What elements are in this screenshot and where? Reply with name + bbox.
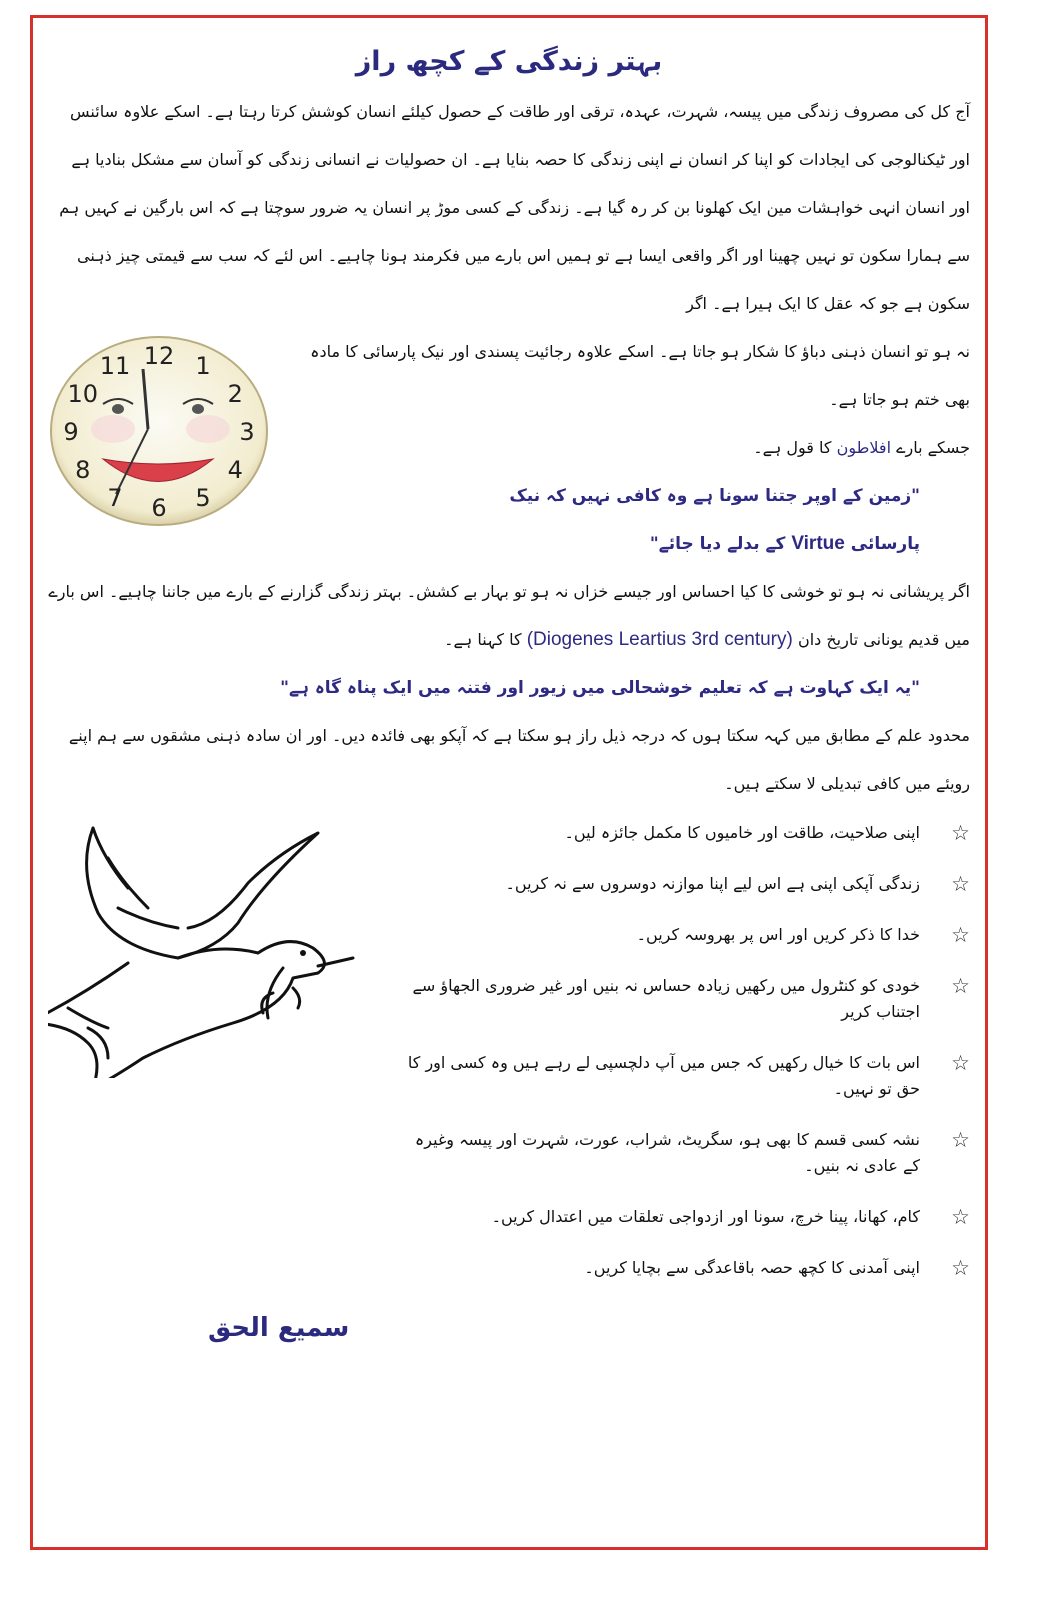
quote-plato-before: پارسائی (850, 534, 920, 554)
paragraph-line: آج کل کی مصروف زندگی میں پیسہ، شہرت، عہدہ، ترقی اور طاقت کے حصول کیلئے انسان کوشش کرتا رہتا ہے۔ اسکے علاوہ سائنس اور (70, 102, 970, 169)
tip-text: زندگی آپکی اپنی ہے اس لیے اپنا موازنہ دوسروں سے نہ کریں۔ (505, 874, 920, 893)
paragraph-line: اگر پریشانی نہ ہو تو خوشی کا کیا احساس اور جیسے خزاں نہ ہو تو بہار بے کشش۔ بہتر زندگی گزارنے کے بارے میں جاننا چاہیے۔ اس (79, 582, 970, 601)
star-icon: ☆ (951, 1051, 970, 1075)
clock-numeral: 7 (107, 483, 123, 512)
tip-text: نشہ کسی قسم کا بھی ہو، سگریٹ، شراب، عورت، شہرت اور پیسہ وغیرہ کے عادی نہ بنیں۔ (414, 1130, 920, 1175)
tip-text: اس بات کا خیال رکھیں کہ جس میں آپ دلچسپی لے رہے ہیں وہ کسی اور کا حق تو نہیں۔ (407, 1053, 920, 1098)
tip-item (48, 1192, 970, 1243)
clock-drawing (48, 334, 270, 529)
quote-plato-after: کے بدلے دیا جائے" (649, 534, 786, 554)
star-icon: ☆ (951, 1256, 970, 1280)
tip-item (48, 1115, 970, 1192)
clock-numeral: 5 (195, 483, 211, 512)
clock-numeral: 3 (239, 418, 255, 446)
clock-numeral: 2 (227, 380, 243, 408)
diogenes-english: (Diogenes Leartius 3rd century) (526, 629, 793, 650)
clock-numeral: 9 (63, 418, 79, 446)
plato-before: جسکے بارے (896, 438, 970, 457)
quote-plato-line1: "زمین کے اوپر جتنا سونا ہے وہ کافی نہیں کہ نیک (509, 486, 920, 506)
paragraph-1-end: نہ ہو تو انسان ذہنی دباؤ کا شکار ہو جاتا ہے۔ اسکے علاوہ رجائیت پسندی اور نیک پارسائی کا مادہ بھی ختم ہو جاتا ہے۔ (310, 342, 970, 409)
paragraph-line: ٹیکنالوجی کی ایجادات کو اپنا کر انسان نے اپنی زندگی کا حصہ بنایا ہے۔ ان حصولیات نے انسانی زندگی کو آسان سے مشکل بنادیا ہے اور انسان (71, 150, 970, 217)
dove-image (48, 818, 363, 1078)
tip-text: خودی کو کنٹرول میں رکھیں زیادہ حساس نہ بنیں اور غیر ضروری الجھاؤ سے اجتناب کریر (412, 976, 920, 1021)
virtue-english: Virtue (791, 533, 845, 554)
plato-name: افلاطون (836, 438, 892, 457)
diogenes-after: کا کہنا ہے۔ (444, 630, 522, 649)
star-icon: ☆ (951, 872, 970, 896)
clock-numeral: 8 (75, 456, 91, 484)
paragraph-line: انہی خواہشات مین ایک کھلونا بن کر رہ گیا ہے۔ زندگی کے کسی موڑ پر انسان یہ ضرور سوچتا ہے کہ اس بارگین نے کہیں ہم سے ہمارا سکون تو نہیں (59, 198, 970, 265)
tip-text: خدا کا ذکر کریں اور اس پر بھروسہ کریں۔ (636, 925, 920, 944)
star-icon: ☆ (951, 821, 970, 845)
author-signature: سمیع الحق (208, 1313, 350, 1343)
paragraph-line: محدود علم کے مطابق میں کہہ سکتا ہوں کہ درجہ ذیل راز ہو سکتا ہے کہ آپکو بھی فائدہ دیں۔ اور ان سادہ ذہنی مشقوں سے ہم اپنے رویئے (68, 726, 970, 793)
clock-numeral: 11 (99, 352, 131, 381)
clock-numeral: 6 (151, 494, 167, 522)
tip-text: اپنی آمدنی کا کچھ حصہ باقاعدگی سے بچایا کریں۔ (584, 1258, 920, 1277)
article (48, 40, 970, 1352)
tip-text: اپنی صلاحیت، طاقت اور خامیوں کا مکمل جائزہ لیں۔ (564, 823, 920, 842)
tip-item (48, 1243, 970, 1294)
dove-drawing (48, 818, 363, 1078)
paragraph-line: چھینا اور اگر واقعی ایسا ہے تو ہمیں اس بارے میں فکرمند ہونا چاہیے۔ اس لئے کہ سب سے قیمتی چیز ذہنی سکون ہے جو کہ عقل کا ایک ہیرا ہے۔ اگر (77, 246, 970, 313)
smiling-clock-image (48, 334, 270, 529)
tip-text: کام، کھانا، پینا خرچ، سونا اور ازدواجی تعلقات میں اعتدال کریں۔ (491, 1207, 920, 1226)
star-icon: ☆ (951, 1205, 970, 1229)
paragraph-line: میں کافی تبدیلی لا سکتے ہیں۔ (724, 774, 931, 793)
diogenes-before: بارے میں قدیم یونانی تاریخ دان (48, 582, 970, 649)
article-title: بہتر زندگی کے کچھ راز (355, 46, 663, 77)
plato-after: کا قول ہے۔ (753, 438, 832, 457)
paragraph-1 (48, 88, 970, 328)
star-icon: ☆ (951, 923, 970, 947)
paragraph-2 (48, 568, 970, 664)
clock-numeral: 12 (143, 342, 175, 370)
paragraph-3 (48, 712, 970, 808)
clock-numeral: 1 (195, 352, 211, 381)
star-icon: ☆ (951, 974, 970, 998)
clock-numeral: 4 (227, 456, 243, 484)
quote-diogenes: "یہ ایک کہاوت ہے کہ تعلیم خوشحالی میں زیور اور فتنہ میں ایک پناہ گاہ ہے" (280, 678, 920, 698)
star-icon: ☆ (951, 1128, 970, 1152)
clock-numeral: 10 (67, 380, 99, 408)
